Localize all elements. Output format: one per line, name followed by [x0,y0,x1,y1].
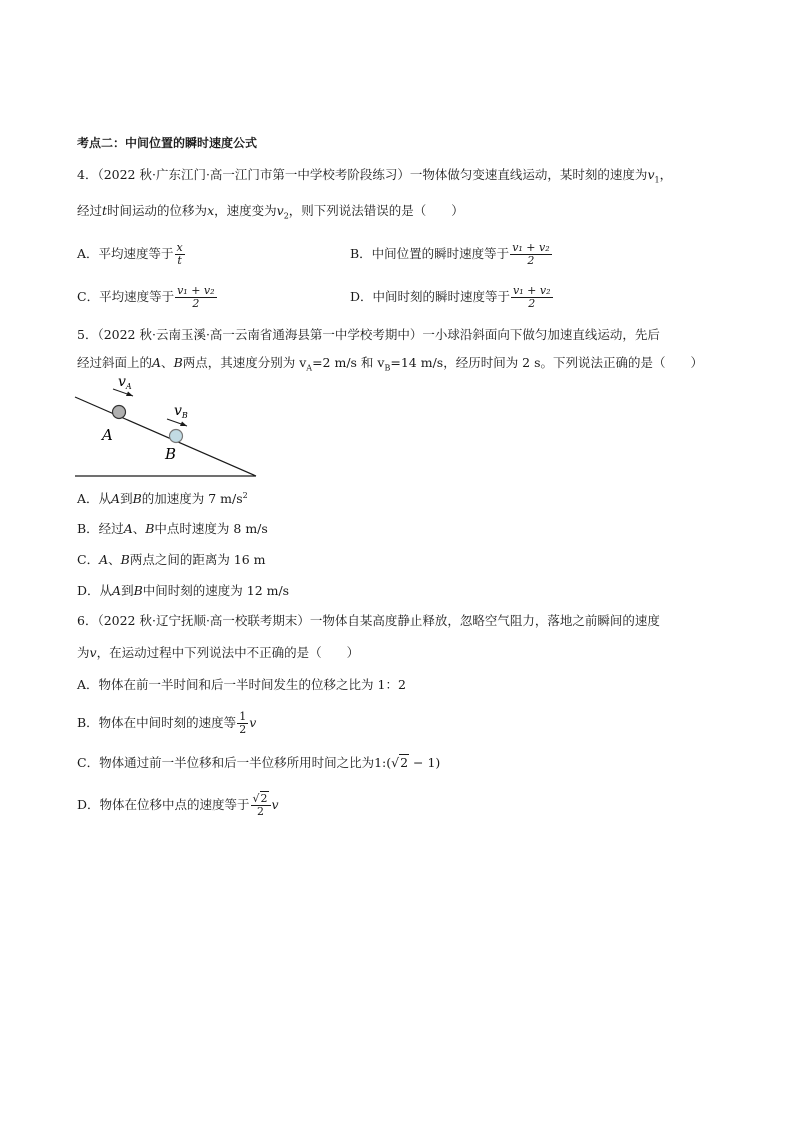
q4-option-c[interactable]: C．平均速度等于 $\frac{\text{v₁ + v₂}}{2}$ [77,284,215,310]
q6-option-d[interactable]: D．物体在位移中点的速度等于 $\frac{√2}{2}$ v [77,792,279,818]
q4-option-b[interactable]: B．中间位置的瞬时速度等于 $\frac{\text{v₁ + v₂}}{2}$ [350,241,550,267]
q4-stem-line2: 经过t时间运动的位移为x，速度变为$v_2$，则下列说法错误的是（ ） [77,203,464,221]
sqrt-symbol: √ [391,755,400,770]
q6-option-b[interactable]: B．物体在中间时刻的速度等 $\frac{1}{2}$ v [77,710,257,736]
fraction: $\frac{\text{v₁ + v₂}}{2}$ [513,284,551,310]
q6-stem-line1: 6．（2022 秋·辽宁抚顺·高一校联考期末）一物体自某高度静止释放，忽略空气阻力，落地之前瞬间的速度 [77,613,660,628]
label-point-a: A [102,426,113,444]
ball-b [170,430,183,443]
q5-option-b[interactable]: B．经过A、B中点时速度为 8 m/s [77,521,268,536]
label-point-b: B [165,445,177,463]
q5-stem-line1: 5．（2022 秋·云南玉溪·高一云南省通海县第一中学校考期中）一小球沿斜面向下做匀加速直线运动，先后 [77,327,660,342]
section-title: 考点二：中间位置的瞬时速度公式 [77,136,258,150]
fraction: $\frac{\text{v₁ + v₂}}{2}$ [177,284,215,310]
q4-option-a[interactable]: A．平均速度等于 $\frac{x}{t}$ [77,241,183,267]
q6-option-c[interactable]: C．物体通过前一半位移和后一半位移所用时间之比为1:(√2 − 1) [77,755,441,770]
fraction: $\frac{x}{t}$ [176,241,183,267]
sqrt-symbol: √ [252,792,260,805]
q5-option-a[interactable]: A．从A到B的加速度为 7 $m/s^2$ [77,491,248,507]
q5-option-d[interactable]: D．从A到B中间时刻的速度为 12 m/s [77,583,290,598]
q6-option-a[interactable]: A．物体在前一半时间和后一半时间发生的位移之比为 1：2 [77,677,406,692]
q5-option-c[interactable]: C．A、B两点之间的距离为 16 m [77,552,266,567]
label-vb: $v_B$ [174,403,188,420]
q6-stem-line2: 为v，在运动过程中下列说法中不正确的是（ ） [77,645,360,660]
q4-option-d[interactable]: D．中间时刻的瞬时速度等于 $\frac{\text{v₁ + v₂}}{2}$ [350,284,551,310]
fraction: $\frac{1}{2}$ [239,710,247,736]
arrow-vb-head [180,422,187,427]
q4-stem-line1: 4．（2022 秋·广东江门·高一江门市第一中学校考阶段练习）一物体做匀变速直线运动，某时刻的速度为$v_1$， [77,167,673,185]
q5-stem-line2: 经过斜面上的A、B两点，其速度分别为 $v_A=2$ m/s 和 $v_B=14$ m/s，经历时间为 2 s。下列说法正确的是（ ） [77,355,704,373]
fraction: $\frac{√2}{2}$ [251,793,271,818]
label-va: $v_A$ [118,375,132,391]
ball-a [113,406,126,419]
incline-figure [70,375,260,480]
arrow-va-head [126,392,133,397]
fraction: $\frac{\text{v₁ + v₂}}{2}$ [512,241,550,267]
